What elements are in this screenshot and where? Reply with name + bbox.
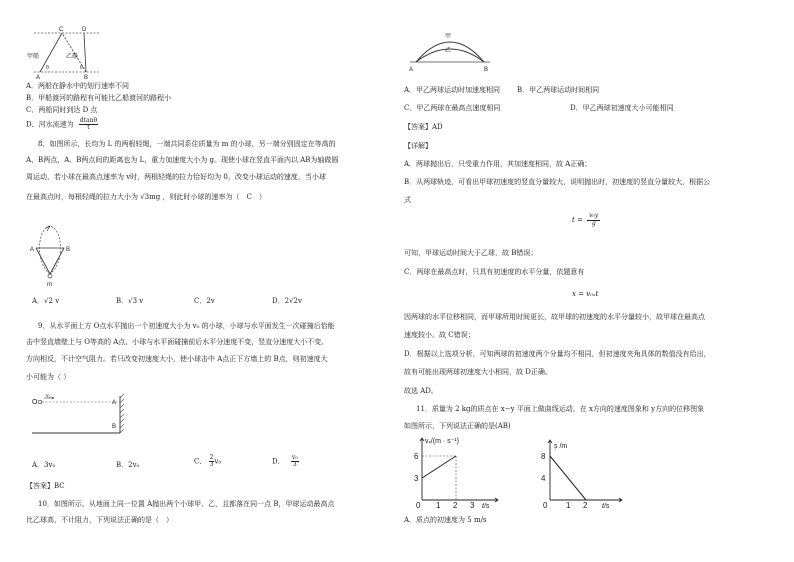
velocity-x-graph [412, 434, 502, 510]
explanation-a: A．两球抛出后，只受重力作用，其加速度相同，故 A正确； [404, 160, 592, 168]
y-axis-label: s᷊ /m [554, 443, 568, 450]
q9-option-d-label: D． [272, 457, 285, 466]
fraction-denominator: t [87, 124, 90, 131]
label-b: B [84, 75, 89, 81]
q9-line-1: 9．从水平面上方 O点水平抛出一个初速度大小为 v₀ 的小球，小球与水平面发生一次碰撞后恰能 [38, 322, 335, 330]
q8-option-d: D．2√2v [272, 297, 302, 305]
formula-time-left: t = [572, 216, 583, 225]
q9-option-a: A．3v₀ [32, 461, 56, 469]
q11-line-1: 11．质量为 2 kg的质点在 x−y 平面上做曲线运动，在 x方向的速度图象和 y方向的位移图象 [416, 405, 705, 413]
explanation-b-1: B．从两球轨迹，可看出甲球初速度的竖直分量较大，说明抛出时，初速度的竖直分量较大，根据公 [404, 178, 711, 186]
label-a: A [36, 75, 41, 81]
q10-option-c: C．甲乙两球在最高点速度相同 [404, 104, 501, 112]
q9-line-3: 方向相反，不计空气阻力。若只改变初速度大小，使小球击中 A点正下方墙上的 B点，则初速度大 [26, 355, 328, 363]
q9-option-d [272, 455, 299, 468]
displacement-y-graph [536, 436, 626, 510]
q10-line-1: 10．如图所示，从地面上同一位置 A抛出两个小球甲、乙，且都落在同一点 B，甲球运动最高点 [38, 500, 335, 508]
q11-line-2: 如图所示，下列说法正确的是(AB) [404, 422, 511, 430]
q7-option-d-label: D．河水流速为 [26, 120, 74, 129]
explanation-c-3: 速度较小。故 C错误； [404, 331, 475, 339]
explanation-d-2: 故有可能出现两球初速度大小相同，故 D正确。 [404, 368, 552, 376]
label-yi: 乙船 [66, 54, 79, 60]
tick-2: 2 [583, 501, 588, 510]
fraction-numerator: 2 [209, 454, 214, 461]
q9-line-2: 击中竖直墙壁上与 O等高的 A点，小球与水平面碰撞前后水平分速度不变，竖直分速度大小不变、 [26, 338, 329, 346]
q10-option-d: D．甲乙两球初速度大小可能相同 [570, 104, 674, 112]
q8-option-c: C．2v [194, 297, 215, 305]
label-b: B [112, 424, 117, 430]
q10-line-2: 比乙球高，不计阻力，下列说法正确的是（ ） [26, 516, 173, 524]
tick-1: 1 [436, 501, 441, 510]
explanation-c-2: 因两球的水平位移相同，而甲球所用时间更长，故甲球的初速度的水平分量较小，故甲球在最高点 [404, 313, 705, 321]
label-jia: 甲 [445, 34, 452, 40]
q11-option-a: A．质点的初速度为 5 m/s [404, 516, 487, 524]
explanation-d-1: D．根据以上选项分析，可知两球的初速度两个分量均不相同，但初速度夹角具体的数值没有给出， [404, 350, 711, 358]
x-axis-label: t/s [482, 503, 490, 510]
tick-6: 6 [414, 452, 419, 461]
q8-option-b: B．√3 v [116, 297, 144, 305]
label-d: D [82, 27, 87, 33]
q9-option-c-tail: v₀ [214, 457, 222, 466]
q9-option-d-fraction [291, 455, 299, 468]
q8-line-1: 8．如图所示，长均为 L 的两根轻绳，一端共同系住质量为 m 的小球，另一端分别固定在等高的 [38, 140, 336, 148]
tick-0: 0 [416, 501, 421, 510]
label-yi: 乙 [445, 48, 452, 54]
label-a: A [409, 67, 414, 73]
q10-option-b: B．甲乙两球运动时间相同 [517, 86, 600, 94]
label-o: O [32, 399, 38, 406]
label-b: B [484, 67, 489, 73]
q7-option-c: C．两船同时到达 D 点 [26, 106, 98, 114]
label-v0: v₀ [46, 393, 51, 399]
label-theta-2: θ [80, 65, 83, 71]
tick-3: 3 [414, 474, 419, 483]
label-jia: 甲船 [27, 54, 40, 60]
q10-detail-heading: 【详解】 [404, 142, 432, 150]
tick-2: 2 [453, 501, 458, 510]
q9-option-b: B．2v₀ [116, 461, 140, 469]
rope-circle-figure [30, 220, 74, 288]
explanation-end: 故选 AD。 [404, 387, 438, 395]
q8-line-3: 周运动，若小球在最高点速率为 v时，两根轻绳的拉力恰好均为 0，改变小球运动的速度，当小球 [26, 173, 326, 181]
y-axis-label: vₓ/(m · s⁻¹) [425, 438, 459, 445]
q10-answer: 【答案】AD [404, 123, 443, 131]
q9-line-4: 小可能为（ ） [26, 373, 71, 381]
q8-line-4: 在最高点时，每根轻绳的拉力大小为 √3mg ，则此时小球的速率为（ C ） [26, 193, 266, 201]
tick-3x: 3 [470, 501, 475, 510]
x-axis-label: t/s [602, 503, 610, 510]
q7-option-d-fraction [79, 118, 98, 131]
fraction-denominator: 3 [209, 461, 214, 468]
formula-displacement: x = v₀ₓt [572, 290, 599, 298]
fraction-denominator: 3 [292, 461, 297, 468]
projectile-arcs-figure [404, 30, 496, 74]
q8-option-a: A．√2 v [32, 297, 60, 305]
tick-1: 1 [566, 501, 571, 510]
tick-8: 8 [541, 452, 546, 461]
q7-option-a: A．两船在静水中的划行速率不同 [26, 82, 130, 90]
tick-4: 4 [541, 474, 546, 483]
label-b: B [66, 247, 71, 253]
label-theta-1: θ [46, 65, 49, 71]
formula-time-fraction [587, 213, 600, 227]
tick-0: 0 [543, 501, 548, 510]
fraction-numerator: v₀y [589, 212, 599, 219]
explanation-c-1: C．两球在最高点时，只具有初速度的水平分量，依题意有 [404, 268, 585, 276]
label-m: m [47, 282, 52, 288]
q9-option-c-label: C． [194, 457, 207, 466]
q7-option-d [26, 118, 98, 131]
explanation-b-2: 式 [404, 196, 411, 204]
formula-time [572, 213, 600, 227]
fraction-numerator: dtanθ [79, 117, 98, 124]
fraction-denominator: g [591, 219, 596, 227]
label-a: A [112, 400, 117, 406]
q10-option-a: A．甲乙两球运动时加速度相同 [404, 86, 501, 94]
q9-option-c [194, 455, 221, 468]
wall-bounce-figure [30, 392, 130, 438]
label-c: C [59, 27, 64, 33]
explanation-b-3: 可知，甲球运动时间大于乙球，故 B错误； [404, 249, 538, 257]
q8-line-2: A、B两点，A、B两点间的距离也为 L，重力加速度大小为 g。现使小球在竖直平面内以 AB为轴做圆 [26, 156, 339, 164]
fraction-numerator: v₀ [291, 454, 298, 461]
q9-answer: 【答案】BC [26, 482, 65, 490]
q7-option-b: B．甲船渡河的路程有可能比乙船渡河的路程小 [26, 94, 172, 102]
boat-crossing-figure [26, 24, 106, 80]
label-a: A [30, 247, 35, 253]
